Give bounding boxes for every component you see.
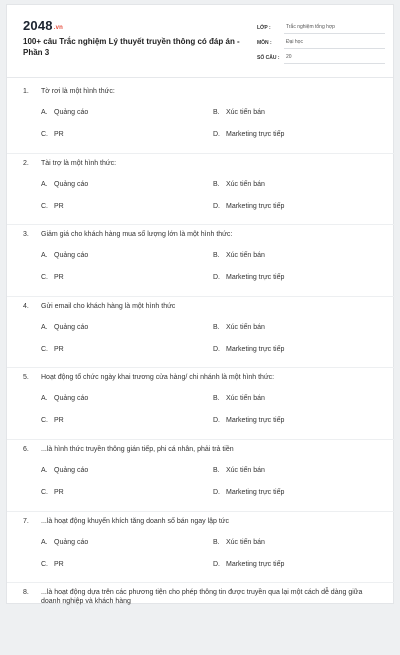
option-letter: B. (213, 323, 220, 331)
option-d[interactable] (213, 417, 284, 424)
option-text: Marketing trực tiếp (226, 560, 285, 568)
option-c[interactable] (41, 346, 64, 353)
question-item (7, 512, 395, 584)
option-letter: D. (213, 560, 220, 568)
option-letter: C. (41, 417, 48, 425)
question-text (23, 445, 383, 454)
option-text: Xúc tiến bán (226, 323, 265, 331)
option-c[interactable] (41, 274, 64, 281)
option-text: Xúc tiến bán (226, 466, 265, 474)
brand-name: 2048 (23, 18, 53, 33)
option-text: Marketing trực tiếp (226, 417, 285, 425)
option-text: PR (54, 131, 64, 138)
option-b[interactable] (213, 109, 265, 116)
question-text (23, 517, 383, 526)
option-text: Marketing trực tiếp (226, 274, 285, 282)
meta-label: LỚP : (257, 25, 271, 31)
option-letter: C. (41, 560, 48, 568)
option-text: Xúc tiến bán (226, 109, 265, 116)
question-text (23, 159, 383, 168)
option-letter: D. (213, 488, 220, 496)
option-letter: B. (213, 180, 220, 188)
option-letter: C. (41, 202, 48, 210)
question-prompt: Giảm giá cho khách hàng mua số lượng lớn là một hình thức: (41, 231, 233, 239)
option-letter: D. (213, 131, 220, 138)
question-item (7, 154, 395, 226)
document-meta (257, 19, 385, 64)
option-b[interactable] (213, 252, 265, 259)
option-d[interactable] (213, 561, 284, 568)
question-item (7, 297, 395, 369)
option-c[interactable] (41, 131, 64, 138)
option-letter: D. (213, 417, 220, 425)
question-number: 8. (23, 589, 29, 597)
meta-row-count (257, 49, 385, 64)
option-text: Quảng cáo (54, 323, 89, 331)
option-letter: B. (213, 538, 220, 546)
option-text: Xúc tiến bán (226, 252, 265, 260)
option-text: Marketing trực tiếp (226, 131, 285, 138)
option-a[interactable] (41, 467, 88, 474)
question-list (7, 82, 395, 655)
option-b[interactable] (213, 324, 265, 331)
question-number: 4. (23, 302, 29, 310)
option-letter: B. (213, 466, 220, 474)
question-number: 2. (23, 159, 29, 167)
question-prompt: ...là hoạt động khuyến khích tăng doanh số bán ngay lập tức (41, 517, 229, 525)
option-text: Xúc tiến bán (226, 180, 265, 188)
option-text: PR (54, 274, 64, 282)
header-divider (7, 77, 393, 78)
option-letter: A. (41, 466, 48, 474)
meta-value: 20 (284, 54, 385, 64)
option-letter: A. (41, 180, 48, 188)
question-number: 7. (23, 517, 29, 525)
question-item (7, 440, 395, 512)
option-text: PR (54, 488, 64, 496)
option-text: Quảng cáo (54, 466, 89, 474)
option-text: PR (54, 202, 64, 210)
option-text: Marketing trực tiếp (226, 488, 285, 496)
option-b[interactable] (213, 181, 265, 188)
option-text: Quảng cáo (54, 538, 89, 546)
option-letter: B. (213, 252, 220, 260)
option-letter: A. (41, 395, 48, 403)
option-letter: A. (41, 323, 48, 331)
question-number: 3. (23, 231, 29, 239)
question-item (7, 368, 395, 440)
option-text: Xúc tiến bán (226, 395, 265, 403)
option-letter: D. (213, 345, 220, 353)
option-c[interactable] (41, 417, 64, 424)
question-text (23, 588, 383, 606)
question-prompt: ...là hình thức truyền thông gián tiếp, phi cá nhân, phải trả tiền (41, 445, 234, 453)
option-a[interactable] (41, 109, 88, 116)
option-c[interactable] (41, 203, 64, 210)
question-text (23, 230, 383, 239)
option-letter: B. (213, 395, 220, 403)
option-text: Quảng cáo (54, 395, 89, 403)
question-prompt: Gửi email cho khách hàng là một hình thức (41, 302, 176, 310)
option-text: Quảng cáo (54, 180, 89, 188)
question-text (23, 373, 383, 382)
option-a[interactable] (41, 181, 88, 188)
meta-label: SỐ CÂU : (257, 55, 280, 61)
meta-row-class (257, 19, 385, 34)
document-title: 100+ câu Trắc nghiệm Lý thuyết truyền thông có đáp án - Phần 3 (23, 37, 240, 57)
option-text: Marketing trực tiếp (226, 345, 285, 353)
option-c[interactable] (41, 561, 64, 568)
question-prompt: ...là hoạt động dựa trên các phương tiện cho phép thông tin được truyền qua lại một cách dễ dàng giữa doanh nghiệp và khách hàng (41, 589, 363, 606)
question-text (23, 87, 383, 96)
option-a[interactable] (41, 395, 88, 402)
option-text: Marketing trực tiếp (226, 202, 285, 210)
option-b[interactable] (213, 539, 265, 546)
brand-suffix: .vn (53, 25, 64, 31)
option-letter: D. (213, 202, 220, 210)
question-number: 5. (23, 374, 29, 382)
question-number: 6. (23, 445, 29, 453)
option-a[interactable] (41, 539, 88, 546)
option-letter: B. (213, 109, 220, 116)
option-text: PR (54, 560, 64, 568)
option-text: PR (54, 417, 64, 425)
question-text (23, 302, 383, 311)
brand-logo[interactable] (23, 18, 63, 33)
question-prompt: Tờ rơi là một hình thức: (41, 88, 115, 95)
meta-value: Đại học (284, 39, 385, 49)
meta-row-subject (257, 34, 385, 49)
option-letter: A. (41, 252, 48, 260)
option-d[interactable] (213, 346, 284, 353)
option-d[interactable] (213, 489, 284, 496)
meta-value: Trắc nghiệm tổng hợp (284, 24, 385, 34)
question-prompt: Tài trợ là một hình thức: (41, 159, 117, 167)
option-letter: C. (41, 345, 48, 353)
question-prompt: Hoạt động tổ chức ngày khai trương cửa hàng/ chi nhánh là một hình thức: (41, 374, 275, 382)
option-text: Xúc tiến bán (226, 538, 265, 546)
option-letter: C. (41, 488, 48, 496)
meta-label: MÔN : (257, 40, 272, 46)
option-d[interactable] (213, 131, 284, 138)
option-c[interactable] (41, 489, 64, 496)
option-text: PR (54, 345, 64, 353)
option-letter: C. (41, 131, 48, 138)
option-letter: A. (41, 109, 48, 116)
document-header (7, 5, 393, 75)
question-item (7, 82, 395, 154)
option-b[interactable] (213, 395, 265, 402)
option-d[interactable] (213, 274, 284, 281)
option-letter: A. (41, 538, 48, 546)
option-a[interactable] (41, 324, 88, 331)
question-number: 1. (23, 88, 29, 95)
question-item (7, 225, 395, 297)
option-letter: C. (41, 274, 48, 282)
document-page (6, 4, 394, 604)
question-item (7, 583, 395, 655)
option-letter: D. (213, 274, 220, 282)
option-text: Quảng cáo (54, 109, 89, 116)
option-d[interactable] (213, 203, 284, 210)
option-a[interactable] (41, 252, 88, 259)
option-b[interactable] (213, 467, 265, 474)
option-text: Quảng cáo (54, 252, 89, 260)
